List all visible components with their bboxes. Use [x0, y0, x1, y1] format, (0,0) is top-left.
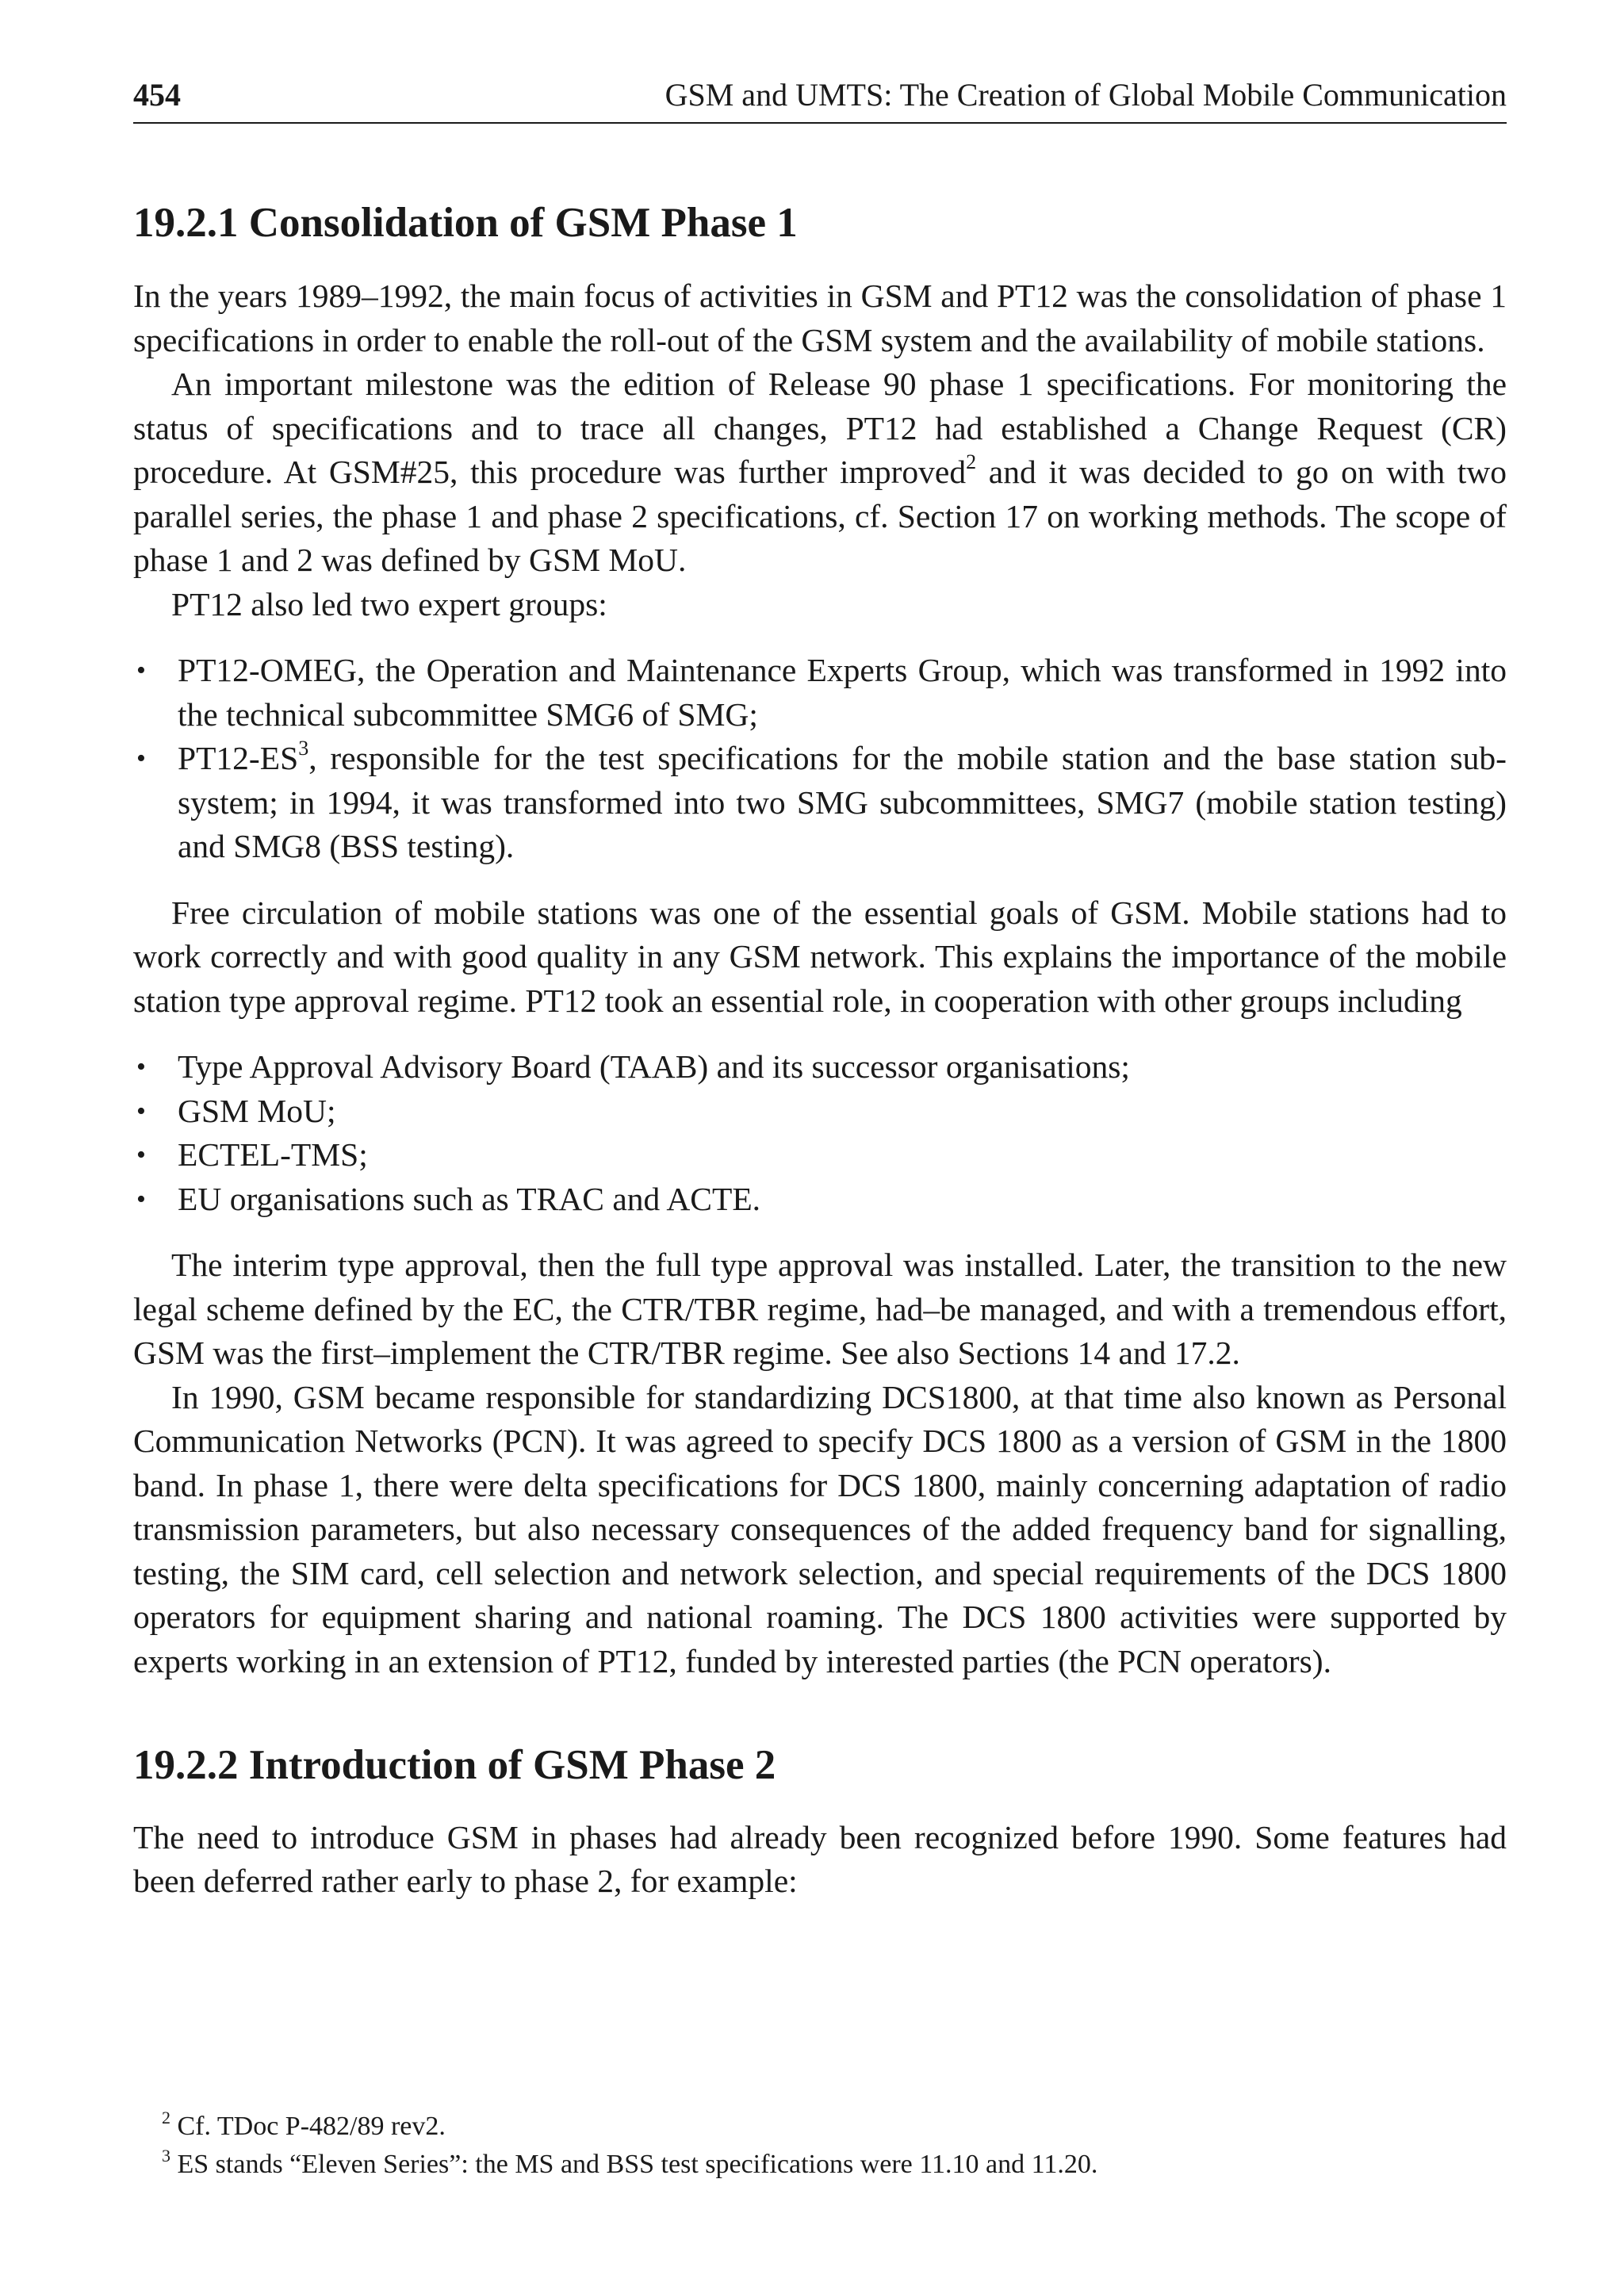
footnote-text: Cf. TDoc P-482/89 rev2. [170, 2112, 446, 2141]
list-item [133, 1089, 1507, 1134]
footnote-3 [162, 2146, 1510, 2184]
paragraph-2-text-b: and it was decided to go on with two parallel series, the phase 1 and phase 2 specifications, cf. Section 17 on working methods. The scope of phase 1 and 2 was defined by GSM MoU. [133, 454, 1507, 579]
section-heading-19-2-2: 19.2.2 Introduction of GSM Phase 2 [133, 1742, 776, 1789]
bullet-icon: • [136, 656, 146, 686]
list-item [133, 1045, 1507, 1089]
list-item-text-cont: , responsible for the test specifications for the mobile station and the base station sub-system; in 1994, it was transformed into two SMG subcommittees, SMG7 (mobile station testing) and SMG8 (BSS testing). [178, 740, 1507, 865]
footnote-ref-2[interactable]: 2 [966, 450, 977, 474]
list-item [133, 737, 1507, 869]
footnotes [162, 2108, 1510, 2184]
page-body [133, 79, 1507, 1904]
running-header [133, 79, 1507, 124]
paragraph-2 [133, 362, 1507, 583]
bullet-icon: • [136, 1052, 146, 1082]
bullet-icon: • [136, 1140, 146, 1170]
list-item-text: Type Approval Advisory Board (TAAB) and its successor organisations; [178, 1048, 1130, 1086]
list-item-text: GSM MoU; [178, 1092, 336, 1129]
list-item-text: ECTEL-TMS; [178, 1136, 368, 1174]
list-item [133, 1178, 1507, 1222]
running-title: GSM and UMTS: The Creation of Global Mobile Communication [665, 77, 1507, 113]
list-item-text: PT12-OMEG, the Operation and Maintenance Experts Group, which was transformed in 1992 into the technical subcommittee SMG6 of SMG; [178, 652, 1507, 733]
paragraph-3: PT12 also led two expert groups: [171, 585, 607, 622]
list-item [133, 1133, 1507, 1178]
list-item-text: EU organisations such as TRAC and ACTE. [178, 1180, 761, 1217]
section-heading-19-2-1: 19.2.1 Consolidation of GSM Phase 1 [133, 200, 798, 246]
paragraph-5: The interim type approval, then the full type approval was installed. Later, the transition to the new legal scheme defined by the EC, the CTR/TBR regime, had–be managed, and with a tremendous effort, GSM was the first–implement the CTR/TBR regime. See also Sections 14 and 17.2. [133, 1246, 1507, 1372]
footnote-2 [162, 2108, 1510, 2146]
paragraph-2-text-a: An important milestone was the edition of Release 90 phase 1 specifications. For monitoring the status of specifications and to trace all changes, PT12 had established a Change Request (CR) procedure. At GSM#25, this procedure was further improved [133, 366, 1507, 491]
page-number: 454 [133, 77, 181, 113]
list-item [133, 649, 1507, 737]
list-item-text: PT12-ES [178, 740, 299, 777]
bullet-icon: • [136, 1184, 146, 1214]
footnote-mark: 3 [162, 2146, 170, 2166]
footnote-text: ES stands “Eleven Series”: the MS and BSS test specifications were 11.10 and 11.20. [170, 2150, 1098, 2179]
paragraph-1: In the years 1989–1992, the main focus of activities in GSM and PT12 was the consolidation of phase 1 specifications in order to enable the roll-out of the GSM system and the availability of mobile stations. [133, 278, 1507, 358]
footnote-ref-3[interactable]: 3 [298, 737, 309, 760]
expert-groups-list [133, 649, 1507, 869]
bullet-icon: • [136, 744, 146, 774]
organisations-list [133, 1045, 1507, 1221]
paragraph-7: The need to introduce GSM in phases had already been recognized before 1990. Some features had been deferred rather early to phase 2, for example: [133, 1818, 1507, 1900]
footnote-mark: 2 [162, 2108, 170, 2127]
bullet-icon: • [136, 1096, 146, 1126]
paragraph-6: In 1990, GSM became responsible for standardizing DCS1800, at that time also known as Personal Communication Networks (PCN). It was agreed to specify DCS 1800 as a version of GSM in the 1800 band. In phase 1, there were delta specifications for DCS 1800, mainly concerning adaptation of radio transmission parameters, but also necessary consequences of the added frequency band for signalling, testing, the SIM card, cell selection and network selection, and special requirements of the DCS 1800 operators for equipment sharing and national roaming. The DCS 1800 activities were supported by experts working in an extension of PT12, funded by interested parties (the PCN operators). [133, 1378, 1507, 1679]
paragraph-4: Free circulation of mobile stations was one of the essential goals of GSM. Mobile stations had to work correctly and with good quality in any GSM network. This explains the importance of the mobile station type approval regime. PT12 took an essential role, in cooperation with other groups including [133, 894, 1507, 1019]
